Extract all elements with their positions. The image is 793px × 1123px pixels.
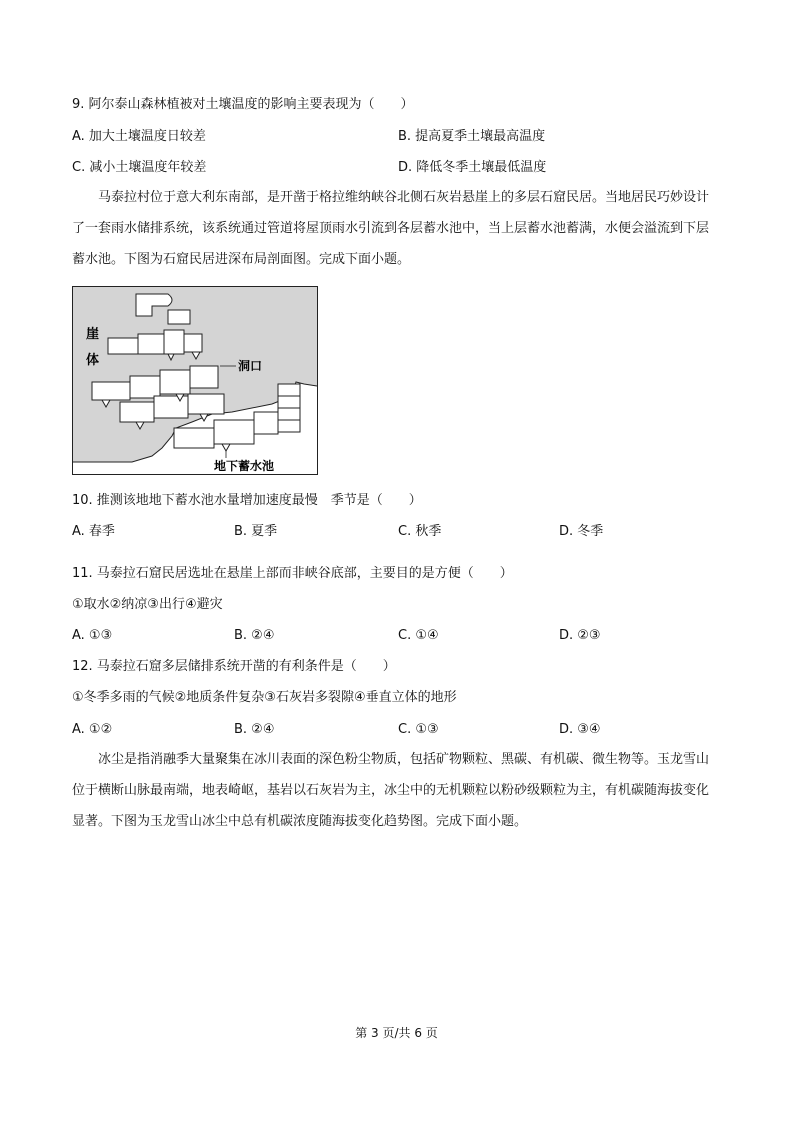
question-12-option-b: B. ②④ xyxy=(234,722,275,737)
question-11-stem: 11. 马泰拉石窟民居选址在悬崖上部而非峡谷底部，主要目的是方便（ ） xyxy=(72,566,513,581)
passage-matera: 马泰拉村位于意大利东南部，是开凿于格拉维纳峡谷北侧石灰岩悬崖上的多层石窟民居。当地居民巧妙设计了一套雨水储排系统，该系统通过管道将屋顶雨水引流到各层蓄水池中，当上层蓄水池蓄满，水便会溢流到下层蓄水池。下图为石窟民居进深布局剖面图。完成下面小题。 xyxy=(72,190,710,267)
question-12-items: ①冬季多雨的气候②地质条件复杂③石灰岩多裂隙④垂直立体的地形 xyxy=(72,690,457,705)
question-10-option-c: C. 秋季 xyxy=(398,524,442,539)
figure-label-cliff-2: 体 xyxy=(86,353,100,368)
question-10-option-b: B. 夏季 xyxy=(234,524,278,539)
question-11-option-b: B. ②④ xyxy=(234,628,275,643)
question-11-option-a: A. ①③ xyxy=(72,628,113,643)
question-12-option-a: A. ①② xyxy=(72,722,113,737)
question-10-option-a: A. 春季 xyxy=(72,524,115,539)
figure-label-cliff-1: 崖 xyxy=(86,327,100,342)
question-11-option-d: D. ②③ xyxy=(559,628,601,643)
question-12-stem: 12. 马泰拉石窟多层储排系统开凿的有利条件是（ ） xyxy=(72,659,396,674)
question-9-option-a: A. 加大土壤温度日较差 xyxy=(72,129,206,144)
question-11-items: ①取水②纳凉③出行④避灾 xyxy=(72,597,223,612)
question-12-option-c: C. ①③ xyxy=(398,722,439,737)
cave-dwelling-section-figure xyxy=(72,286,318,475)
passage-ice-dust: 冰尘是指消融季大量聚集在冰川表面的深色粉尘物质，包括矿物颗粒、黑碳、有机碳、微生物等。玉龙雪山位于横断山脉最南端，地表崎岖，基岩以石灰岩为主，冰尘中的无机颗粒以粉砂级颗粒为主，有机碳随海拔变化显著。下图为玉龙雪山冰尘中总有机碳浓度随海拔变化趋势图。完成下面小题。 xyxy=(72,752,710,829)
figure-label-opening: 洞口 xyxy=(238,359,263,373)
question-12-option-d: D. ③④ xyxy=(559,722,601,737)
question-9-option-b: B. 提高夏季土壤最高温度 xyxy=(398,129,546,144)
question-9-option-d: D. 降低冬季土壤最低温度 xyxy=(398,160,547,175)
question-9-stem: 9. 阿尔泰山森林植被对土壤温度的影响主要表现为（ ） xyxy=(72,97,414,112)
question-10-option-d: D. 冬季 xyxy=(559,524,604,539)
question-10-stem: 10. 推测该地地下蓄水池水量增加速度最慢 季节是（ ） xyxy=(72,493,422,508)
question-11-option-c: C. ①④ xyxy=(398,628,439,643)
page-number: 第 3 页/共 6 页 xyxy=(355,1026,438,1040)
question-9-option-c: C. 减小土壤温度年较差 xyxy=(72,160,207,175)
figure-label-cistern: 地下蓄水池 xyxy=(214,459,275,473)
